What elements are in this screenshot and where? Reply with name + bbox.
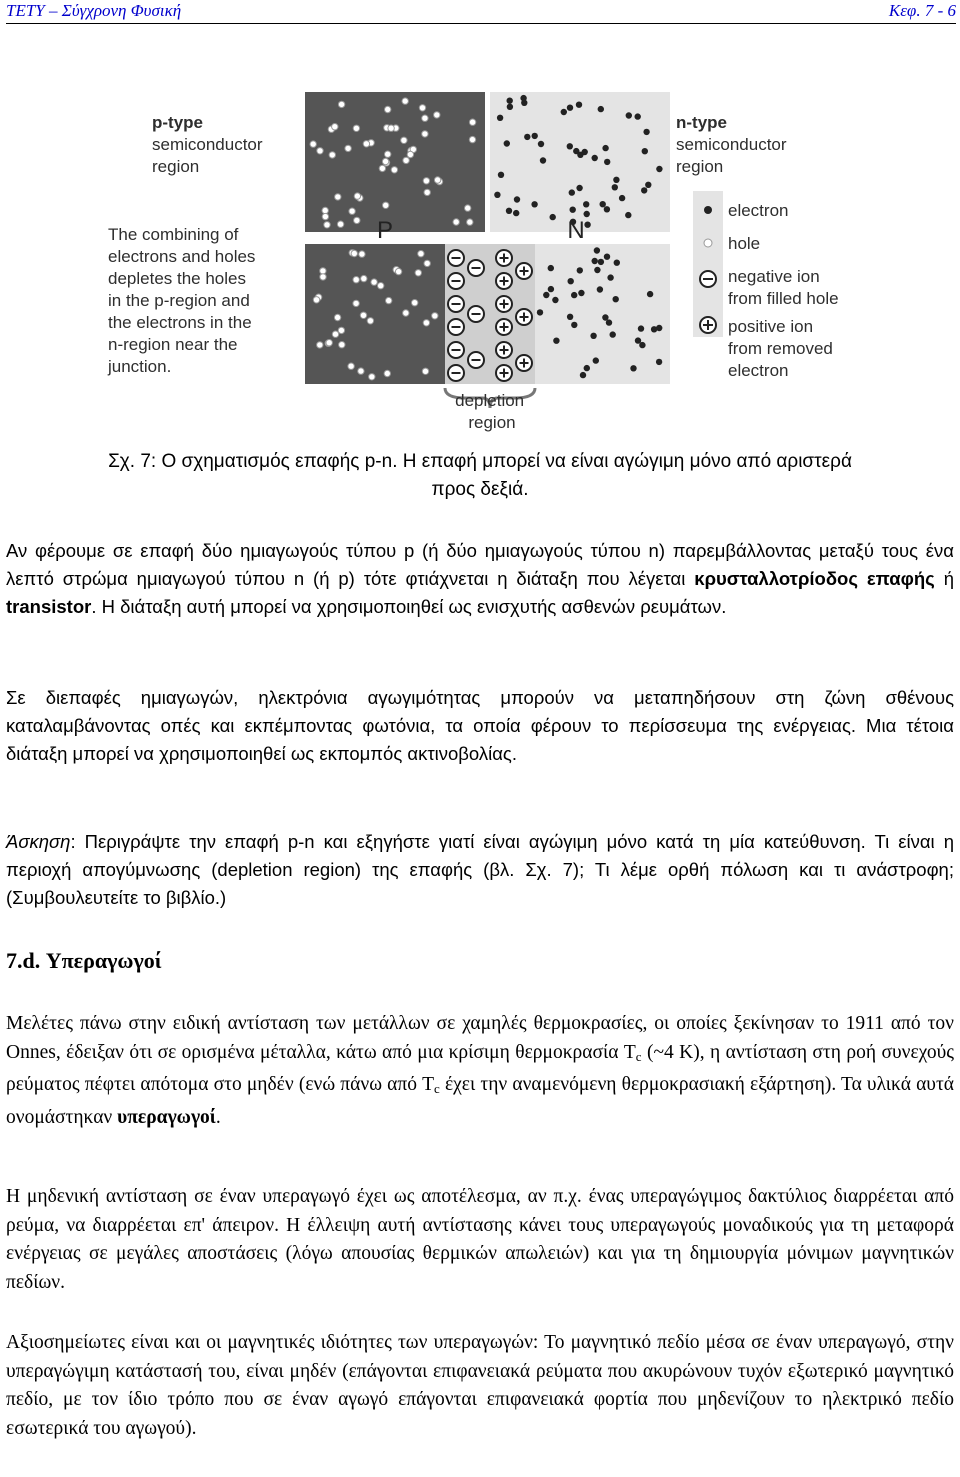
electron-dot [594, 267, 600, 273]
hole-dot [332, 331, 338, 337]
electron-dot [524, 134, 530, 140]
electron-dot [577, 152, 583, 158]
page-header [6, 0, 956, 24]
electron-dot [567, 314, 573, 320]
n-letter: N [567, 217, 585, 244]
electron-dot [604, 254, 610, 260]
hole-dot [383, 202, 389, 208]
hole-dot [354, 193, 360, 199]
electron-dot [548, 286, 554, 292]
electron-dot [630, 365, 636, 371]
hole-dot [349, 208, 355, 214]
electron-dot [567, 143, 573, 149]
hole-dot [360, 312, 366, 318]
hole-dot [422, 115, 428, 121]
negative-ion [468, 352, 484, 368]
electron-dot [592, 258, 598, 264]
paragraph-transistor: Αν φέρουμε σε επαφή δύο ημιαγωγούς τύπου p (ή δύο ημιαγωγούς τύπου n) παρεμβάλλοντας μεταξύ τους ένα λεπτό στρώμα ημιαγωγού τύπου n (ή p) τότε φτιάχνεται η διάταξη που λέγεται κρυσταλλοτρίοδος επαφής ή transistor. Η διάταξη αυτή μπορεί να χρησιμοποιηθεί ως ενισχυτής ασθενών ρευμάτων. [6, 540, 954, 617]
electron-dot [538, 141, 544, 147]
hole-dot [423, 320, 429, 326]
hole-dot [415, 270, 421, 276]
electron-dot [543, 292, 549, 298]
hole-dot [418, 251, 424, 257]
hole-dot [378, 283, 384, 289]
hole-dot [391, 167, 397, 173]
electron-dot [625, 212, 631, 218]
hole-dot [465, 205, 471, 211]
hole-dot [326, 340, 332, 346]
positive-ion [516, 263, 532, 279]
electron-dot [552, 297, 558, 303]
electron-dot [507, 98, 513, 104]
hole-dot [407, 151, 413, 157]
hole-dot [469, 119, 475, 125]
paragraph-magnetic-properties: Αξιοσημείωτες είναι και οι μαγνητικές ιδιότητες των υπεραγωγών: Το μαγνητικό πεδίο μέσα σε έναν υπεραγωγό, στην υπεραγώγιμη κατάστασή του, είναι μηδέν (επάγονται επιφανειακά ρεύματα που ακυρώνουν τυχόν εξωτερικό μαγνητικό πεδίο, με τον ίδιο τρόπο που σε έναν αγωγό επάγονται επιφανειακά φορτία που μηδενίζουν το ηλεκτρικό πεδίο εσωτερικά του αγωγού). [6, 1332, 954, 1439]
hole-dot [310, 141, 316, 147]
hole-dot [324, 222, 330, 228]
electron-dot [602, 314, 608, 320]
hole-dot [385, 106, 391, 112]
hole-dot [322, 207, 328, 213]
hole-dot [423, 178, 429, 184]
hole-dot [339, 342, 345, 348]
header-rule [6, 23, 956, 24]
electron-dot [540, 157, 546, 163]
hole-dot [322, 213, 328, 219]
electron-dot [567, 105, 573, 111]
hole-dot [453, 219, 459, 225]
hole-dot [395, 268, 401, 274]
negative-ion [448, 342, 464, 358]
electron-dot [610, 331, 616, 337]
legend [693, 191, 839, 380]
depletion-region-label: depletion region [455, 391, 525, 432]
hole-dot [359, 251, 365, 257]
electron-dot [612, 184, 618, 190]
hole-dot [320, 268, 326, 274]
section-heading: 7.d. Υπεραγωγοί [6, 948, 162, 973]
hole-dot [334, 314, 340, 320]
hole-dot [422, 368, 428, 374]
hole-dot [337, 221, 343, 227]
electron-dot [594, 247, 600, 253]
electron-dot [590, 333, 596, 339]
electron-dot [600, 201, 606, 207]
negative-ion [448, 365, 464, 381]
legend-hole-label: hole [728, 234, 761, 253]
hole-dot [379, 165, 385, 171]
electron-dot [506, 208, 512, 214]
hole-dot [422, 131, 428, 137]
header-title: ΤΕΤΥ – Σύγχρονη Φυσική [6, 1, 182, 20]
hole-dot [369, 374, 375, 380]
electron-dot [569, 189, 575, 195]
electron-dot [643, 129, 649, 135]
electron-dot [548, 265, 554, 271]
p-letter: P [376, 217, 394, 244]
hole-dot [384, 370, 390, 376]
electron-dot [656, 359, 662, 365]
combining-description: The combining of electrons and holes depletes the holes in the p-region and the electrons in the n-region near the junction. [108, 225, 256, 376]
hole-dot [348, 363, 354, 369]
hole-dot [424, 189, 430, 195]
hole-dot [434, 112, 440, 118]
electron-dot [626, 112, 632, 118]
hole-dot [335, 194, 341, 200]
hole-dot [358, 368, 364, 374]
hole-dot [367, 318, 373, 324]
electron-dot [639, 342, 645, 348]
pn-junction-figure [100, 86, 840, 436]
hole-dot [332, 124, 338, 130]
electron-dot [641, 187, 647, 193]
hole-dot [329, 152, 335, 158]
hole-dot [338, 327, 344, 333]
electron-dot [513, 210, 519, 216]
electron-dot [656, 166, 662, 172]
electron-dot [514, 196, 520, 202]
hole-dot [353, 125, 359, 131]
electron-dot [504, 140, 510, 146]
electron-dot [498, 172, 504, 178]
legend-hole-icon [704, 239, 712, 247]
electron-dot [593, 357, 599, 363]
hole-dot [353, 277, 359, 283]
positive-ion [516, 309, 532, 325]
hole-dot [338, 101, 344, 107]
electron-dot [520, 95, 526, 101]
electron-dot [645, 182, 651, 188]
electron-dot [584, 365, 590, 371]
legend-negative-ion-label: negative ion from filled hole [728, 267, 839, 308]
electron-dot [619, 195, 625, 201]
electron-dot [614, 260, 620, 266]
electron-dot [584, 222, 590, 228]
hole-dot [313, 297, 319, 303]
hole-dot [317, 342, 323, 348]
hole-dot [317, 148, 323, 154]
electron-dot [531, 201, 537, 207]
negative-ion [468, 260, 484, 276]
electron-dot [598, 259, 604, 265]
electron-dot [577, 267, 583, 273]
positive-ion [496, 250, 512, 266]
electron-dot [604, 206, 610, 212]
hole-dot [385, 151, 391, 157]
electron-dot [642, 148, 648, 154]
negative-ion [448, 296, 464, 312]
hole-dot [388, 125, 394, 131]
hole-dot [353, 300, 359, 306]
hole-dot [345, 145, 351, 151]
hole-dot [434, 177, 440, 183]
p-type-label: p-type semiconductor region [152, 113, 263, 176]
electron-dot [553, 338, 559, 344]
hole-dot [432, 313, 438, 319]
electron-dot [578, 290, 584, 296]
hole-dot [412, 300, 418, 306]
hole-dot [401, 137, 407, 143]
electron-dot [532, 133, 538, 139]
hole-dot [354, 217, 360, 223]
paragraph-superconductors-intro: Μελέτες πάνω στην ειδική αντίσταση των μετάλλων σε χαμηλές θερμοκρασίες, οι οποίες ξεκίνησαν το 1911 από τον Onnes, έδειξαν ότι σε ορισμένα μέταλλα, κάτω από μια κρίσιμη θερμοκρασία $T_c$ (~4 K), η αντίσταση στη ροή συνεχούς ρεύματος πέφτει απότομα στο μηδέν (ενώ πάνω από $T_c$ έχει την αναμενόμενη θερμοκρασιακή εξάρτηση). Τα υλικά αυτά ονομάστηκαν υπεραγωγοί. [6, 1013, 954, 1128]
hole-dot [320, 274, 326, 280]
electron-dot [597, 286, 603, 292]
electron-dot [656, 325, 662, 331]
electron-dot [635, 113, 641, 119]
hole-dot [386, 297, 392, 303]
p-region-top-block [305, 92, 485, 232]
negative-ion [448, 250, 464, 266]
positive-ion [516, 355, 532, 371]
electron-dot [580, 372, 586, 378]
electron-dot [497, 115, 503, 121]
negative-ion [468, 306, 484, 322]
electron-dot [561, 109, 567, 115]
hole-dot [469, 136, 475, 142]
negative-ion [448, 273, 464, 289]
electron-dot [613, 177, 619, 183]
hole-dot [467, 219, 473, 225]
hole-dot [419, 105, 425, 111]
electron-dot [576, 185, 582, 191]
legend-electron-label: electron [728, 201, 789, 220]
legend-positive-ion-label: positive ion from removed electron [728, 317, 833, 380]
electron-dot [592, 155, 598, 161]
hole-dot [382, 158, 388, 164]
electron-dot [537, 309, 543, 315]
electron-dot [598, 106, 604, 112]
hole-dot [403, 310, 409, 316]
hole-dot [403, 157, 409, 163]
electron-dot [570, 207, 576, 213]
electron-dot [583, 201, 589, 207]
electron-dot [613, 296, 619, 302]
hole-dot [371, 279, 377, 285]
electron-dot [550, 214, 556, 220]
electron-dot [647, 291, 653, 297]
electron-dot [638, 325, 644, 331]
paragraph-exercise: Άσκηση: Περιγράψτε την επαφή p-n και εξηγήστε γιατί είναι αγώγιμη μόνο κατά τη μία κατεύθυνση. Τι είναι η περιοχή απογύμνωσης (depletion region) της επαφής (βλ. Σχ. 7); Τι λέμε ορθή πόλωση και τι ανάστροφη; (Συμβουλευτείτε το βιβλίο.) [6, 831, 954, 908]
electron-dot [576, 102, 582, 108]
n-type-label: n-type semiconductor region [676, 113, 787, 176]
electron-dot [602, 145, 608, 151]
positive-ion [496, 273, 512, 289]
electron-dot [604, 159, 610, 165]
hole-dot [363, 141, 369, 147]
electron-dot [494, 192, 500, 198]
electron-dot [571, 322, 577, 328]
hole-dot [351, 250, 357, 256]
paragraph-zero-resistance: Η μηδενική αντίσταση σε έναν υπεραγωγό έχει ως αποτέλεσμα, αν π.χ. ένας υπεραγώγιμος δακτύλιος διαρρέεται από ρεύμα, να διαρρέεται επ' άπειρον. Η έλλειψη αυτή αντίστασης κάνει τους υπεραγωγούς μοναδικούς για τη μεταφορά ενέργειας σε μεγάλες αποστάσεις (λόγω απουσίας θερμικών απωλειών) και για τη δημιουργία μόνιμων μαγνητικών πεδίων. [6, 1186, 954, 1293]
hole-dot [424, 260, 430, 266]
legend-electron-icon [704, 206, 712, 214]
header-page-number: Κεφ. 7 - 6 [888, 1, 956, 20]
paragraph-interfaces: Σε διεπαφές ημιαγωγών, ηλεκτρόνια αγωγιμότητας μπορούν να μεταπηδήσουν στη ζώνη σθένους καταλαμβάνοντας οπές και εκπέμποντας φωτόνια, τα οποία φέρουν το περίσσευμα της ενέργειας. Μια τέτοια διάταξη μπορεί να χρησιμοποιηθεί ως εκπομπός ακτινοβολίας. [6, 687, 954, 764]
electron-dot [507, 104, 513, 110]
electron-dot [571, 292, 577, 298]
positive-ion [496, 342, 512, 358]
positive-ion [496, 365, 512, 381]
positive-ion [496, 319, 512, 335]
hole-dot [361, 275, 367, 281]
figure-caption: Σχ. 7: Ο σχηματισμός επαφής p-n. Η επαφή μπορεί να είναι αγώγιμη μόνο από αριστερά προς δεξιά. [108, 451, 852, 500]
hole-dot [402, 98, 408, 104]
electron-dot [568, 278, 574, 284]
electron-dot [607, 274, 613, 280]
positive-ion [496, 296, 512, 312]
negative-ion [448, 319, 464, 335]
